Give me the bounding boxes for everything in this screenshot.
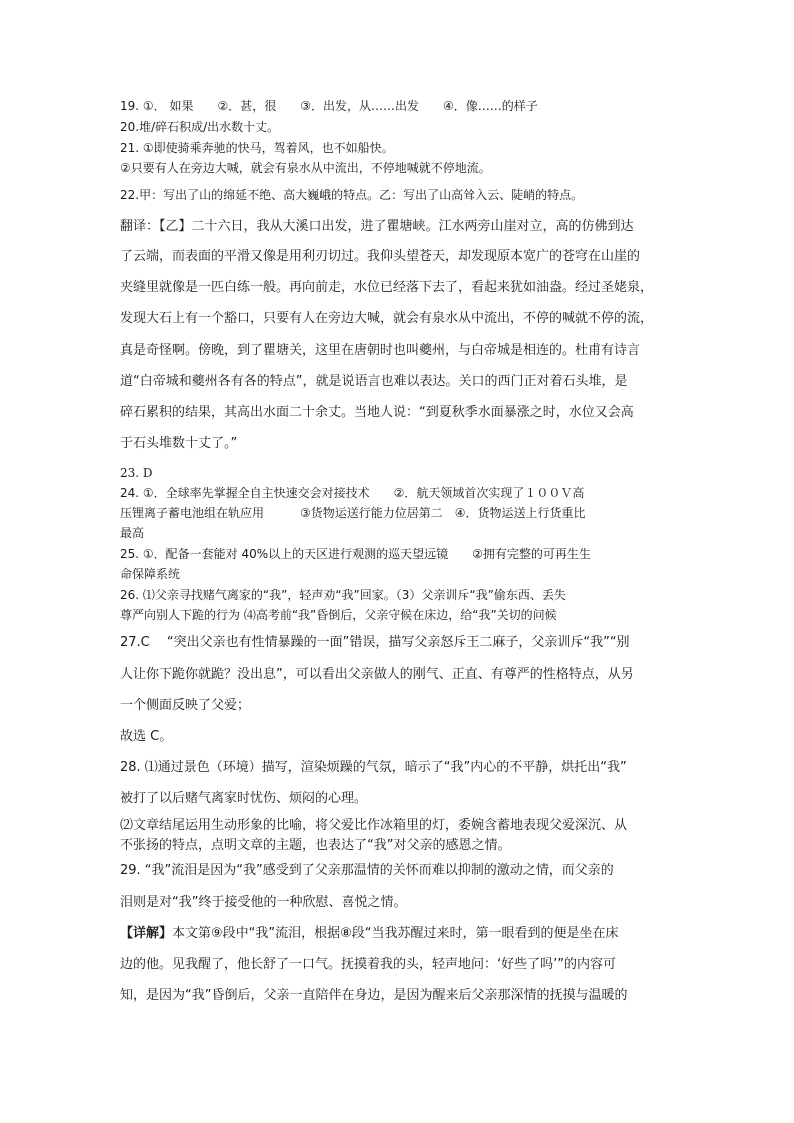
- answer-25-1: 25. ①．配备一套能对 40%以上的天区进行观测的巡天望远镜 ②拥有完整的可再生生: [120, 547, 591, 561]
- answer-24-2: 压锂离子蓄电池组在轨应用 ③货物运送行能力位居第二 ④．货物运送上行货重比: [120, 506, 586, 520]
- answer-26-2: 尊严向别人下跪的行为 ⑷高考前“我”昏倒后，父亲守候在床边，给“我”关切的问候: [120, 608, 557, 622]
- answer-27-line-1: 27.C “突出父亲也有性情暴躁的一面”错误，描写父亲怒斥王二麻子，父亲训斥“我”“别: [120, 635, 630, 650]
- detail-text: 本文第⑨段中“我”流泪，根据⑧段“当我苏醒过来时，第一眼看到的便是坐在床: [172, 926, 619, 941]
- translation-line-6: 道“白帝城和夔州各有各的特点”，就是说语言也难以表达。关口的西门正对着石头堆，是: [120, 374, 628, 389]
- answer-28-1-line-1: 28. ⑴通过景色（环境）描写，渲染烦躁的气氛，暗示了“我”内心的不平静，烘托出“我”: [120, 760, 627, 775]
- detail-line-3: 知，是因为“我”昏倒后，父亲一直陪伴在身边，是因为醒来后父亲那深情的抚摸与温暖的: [120, 988, 628, 1003]
- answer-27-line-2: 人让你下跪你就跪？没出息”，可以看出父亲做人的刚气、正直、有尊严的性格特点，从另: [120, 667, 634, 682]
- answer-22: 22.甲：写出了山的绵延不绝、高大巍峨的特点。乙：写出了山高耸入云、陡峭的特点。: [120, 188, 584, 202]
- answer-24-3: 最高: [120, 526, 145, 540]
- detail-label: 【详解】: [120, 926, 173, 941]
- answer-28-2-line-1: ⑵文章结尾运用生动形象的比喻，将父爱比作冰箱里的灯，委婉含蓄地表现父爱深沉、从: [120, 818, 628, 833]
- answer-21-2: ②只要有人在旁边大喊，就会有泉水从中流出，不停地喊就不停地流。: [120, 161, 491, 175]
- answer-26-1: 26. ⑴父亲寻找赌气离家的“我”，轻声劝“我”回家。（3）父亲训斥“我”偷东西、丢失: [120, 588, 566, 602]
- answer-27-line-3: 一个侧面反映了父爱；: [120, 698, 251, 713]
- answer-24-1: 24. ①．全球率先掌握全自主快速交会对接技术 ②．航天领域首次实现了１００Ｖ高: [120, 486, 585, 500]
- translation-line-8: 于石头堆数十丈了。”: [120, 436, 238, 451]
- answer-23: 23. D: [120, 466, 153, 480]
- answer-29-line-2: 泪则是对“我”终于接受他的一种欣慰、喜悦之情。: [120, 895, 407, 910]
- answer-19: 19. ①． 如果 ②．甚，很 ③．出发，从……出发 ④．像……的样子: [120, 99, 538, 113]
- detail-line-2: 边的他。见我醒了，他长舒了一口气。抚摸着我的头，轻声地问：‘好些了吗’”的内容可: [120, 957, 617, 972]
- translation-line-5: 真是奇怪啊。傍晚，到了瞿塘关，这里在唐朝时也叫夔州，与白帝城是相连的。杜甫有诗言: [120, 343, 641, 358]
- answer-20: 20.堆/碎石积成/出水数十丈。: [120, 120, 280, 134]
- translation-line-4: 发现大石上有一个豁口，只要有人在旁边大喊，就会有泉水从中流出，不停的喊就不停的流，: [120, 311, 654, 326]
- answer-28-2-line-2: 不张扬的特点，点明文章的主题，也表达了“我”对父亲的感恩之情。: [120, 838, 511, 853]
- answer-25-2: 命保障系统: [120, 567, 181, 581]
- answer-28-1-line-2: 被打了以后赌气离家时忧伤、烦闷的心理。: [120, 791, 368, 806]
- translation-line-2: 了云端，而表面的平滑又像是用利刃切过。我仰头望苍天，却发现原本宽广的苍穹在山崖的: [120, 249, 641, 264]
- translation-line-7: 碎石累积的结果，其高出水面二十余丈。当地人说：“到夏秋季水面暴涨之时，水位又会高: [120, 405, 634, 420]
- answer-21-1: 21. ①即使骑乘奔驰的快马，驾着风，也不如船快。: [120, 141, 394, 155]
- translation-line-3: 夹缝里就像是一匹白练一般。再向前走，水位已经落下去了，看起来犹如油盎。经过圣姥泉，: [120, 280, 654, 295]
- answer-27-line-4: 故选 C。: [120, 729, 173, 744]
- detail-line-1: [120, 925, 619, 942]
- answer-29-line-1: 29. “我”流泪是因为“我”感受到了父亲那温情的关怀而难以抑制的激动之情，而父亲的: [120, 863, 614, 878]
- translation-line-1: 翻译：【乙】二十六日，我从大溪口出发，进了瞿塘峡。江水两旁山崖对立，高的仿佛到达: [120, 219, 634, 234]
